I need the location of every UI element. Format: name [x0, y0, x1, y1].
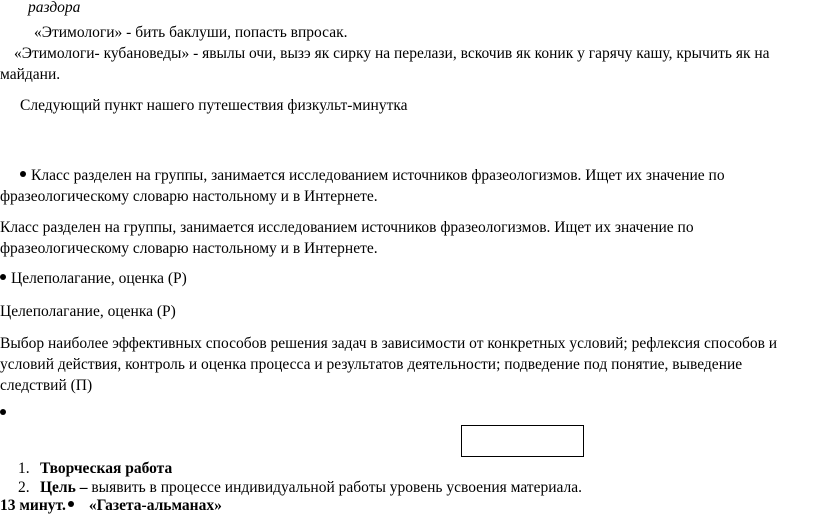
- bullet-goal-line: [0, 268, 187, 290]
- almanac-label: «Газета-альманах»: [88, 497, 222, 514]
- list-number: 1.: [18, 460, 30, 477]
- class-line-2: фразеологическому словарю настольному и в Интернете.: [0, 240, 378, 257]
- kuban-line-1: «Этимологи- кубановеды» - явылы очи, вызэ як сирку на перелази, вскочив як коник у гарячу кашу, крычить як на: [14, 45, 770, 62]
- list-item-bold: Цель –: [40, 479, 88, 496]
- list-number: 2.: [18, 479, 30, 496]
- bullet-icon: [20, 171, 26, 177]
- choice-line-1: Выбор наиболее эффективных способов решения задач в зависимости от конкретных условий; рефлексия способов и: [0, 335, 778, 352]
- bullet-class-text: Класс разделен на группы, занимается исследованием источников фразеологизмов. Ищет их значение по: [31, 167, 725, 184]
- bullet-icon: [68, 501, 74, 507]
- empty-box: [461, 425, 584, 457]
- choice-line-3: следствий (П): [0, 377, 93, 394]
- bullet-class-line-2: фразеологическому словарю настольному и в Интернете.: [0, 188, 378, 205]
- last-line: [0, 495, 222, 517]
- etymologists-line: «Этимологи» - бить баклуши, попасть впросак.: [34, 24, 348, 41]
- class-line-1: Класс разделен на группы, занимается исследованием источников фразеологизмов. Ищет их значение по: [0, 219, 694, 236]
- kuban-line-2: майдани.: [0, 66, 61, 83]
- bullet-goal-text: Целеполагание, оценка (Р): [11, 270, 187, 287]
- bullet-icon: [0, 274, 6, 280]
- next-point-line: Следующий пункт нашего путешествия физкульт-минутка: [20, 97, 408, 114]
- list-item-rest: выявить в процессе индивидуальной работы уровень усвоения материала.: [87, 479, 583, 496]
- goal-line: Целеполагание, оценка (Р): [0, 303, 176, 320]
- top-word: раздора: [28, 0, 81, 16]
- bullet-class-line-1: [20, 165, 725, 187]
- time-label: 13 минут.: [0, 497, 66, 514]
- choice-line-2: условий действия, контроль и оценка процесса и результатов деятельности; подведение под понятие, выведение: [0, 356, 743, 373]
- bullet-icon: [0, 409, 6, 415]
- list-item-bold: Творческая работа: [40, 460, 173, 477]
- lone-bullet: [0, 403, 11, 425]
